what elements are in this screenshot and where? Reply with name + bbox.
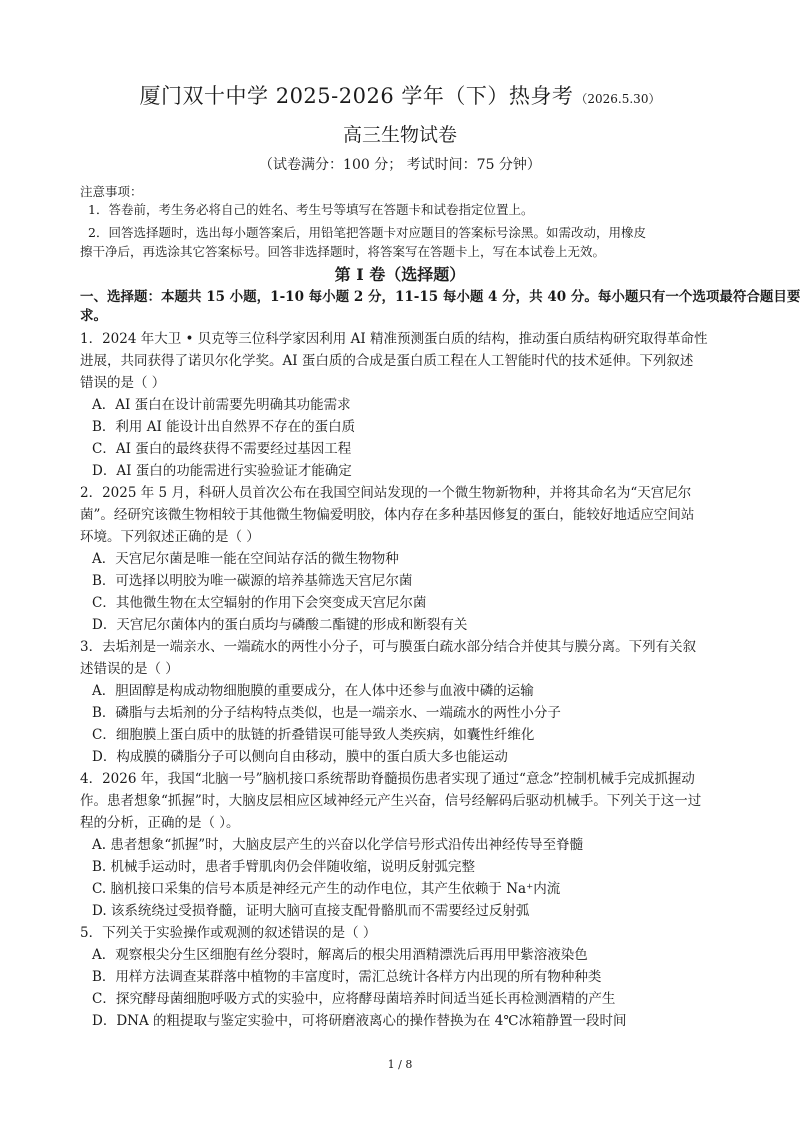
question-4-option-a: A. 患者想象“抓握”时，大脑皮层产生的兴奋以化学信号形式沿传出神经传导至脊髓 [92, 837, 584, 853]
question-3-stem: 述错误的是（ ） [80, 661, 179, 677]
exam-title-row [0, 80, 800, 110]
notice-heading: 注意事项： [80, 184, 143, 199]
question-1-option-d: D．AI 蛋白的功能需进行实验验证才能确定 [92, 463, 352, 479]
question-2-stem: 2．2025 年 5 月，科研人员首次公布在我国空间站发现的一个微生物新物种，并将其命名为“天宫尼尔 [80, 485, 692, 501]
question-4-option-d: D. 该系统绕过受损脊髓，证明大脑可直接支配骨骼肌而不需要经过反射弧 [92, 903, 530, 919]
question-3-option-b: B．磷脂与去垢剂的分子结构特点类似，也是一端亲水、一端疏水的两性小分子 [92, 705, 561, 721]
question-3-option-a: A．胆固醇是构成动物细胞膜的重要成分，在人体中还参与血液中磷的运输 [92, 683, 534, 699]
section-instruction: 一、选择题：本题共 15 小题，1-10 每小题 2 分，11-15 每小题 4 分，共 40 分。每小题只有一个选项最符合题目要 [80, 289, 800, 305]
exam-date: （2026.5.30） [575, 92, 661, 106]
question-3-option-c: C．细胞膜上蛋白质中的肽链的折叠错误可能导致人类疾病，如囊性纤维化 [92, 727, 535, 743]
section-instruction-cont: 求。 [80, 308, 107, 324]
question-1-option-c: C．AI 蛋白的最终获得不需要经过基因工程 [92, 441, 352, 457]
question-5-option-d: D．DNA 的粗提取与鉴定实验中，可将研磨液离心的操作替换为在 4℃冰箱静置一段时间 [92, 1013, 627, 1029]
notice-item-1: 1．答卷前，考生务必将自己的姓名、考生号等填写在答题卡和试卷指定位置上。 [88, 202, 534, 217]
question-4-option-c: C. 脑机接口采集的信号本质是神经元产生的动作电位，其产生依赖于 Na⁺内流 [92, 881, 561, 897]
page-number: 1 / 8 [387, 1058, 413, 1071]
section-title: 第 I 卷（选择题） [334, 265, 466, 284]
question-5-option-c: C．探究酵母菌细胞呼吸方式的实验中，应将酵母菌培养时间适当延长再检测酒精的产生 [92, 991, 616, 1007]
question-1-stem: 1．2024 年大卫 • 贝克等三位科学家因利用 AI 精准预测蛋白质的结构，推动蛋白质结构研究取得革命性 [80, 331, 708, 347]
question-3-option-d: D．构成膜的磷脂分子可以侧向自由移动，膜中的蛋白质大多也能运动 [92, 749, 508, 765]
question-4-stem: 作。患者想象“抓握”时，大脑皮层相应区域神经元产生兴奋，信号经解码后驱动机械手。下列关于这一过 [80, 793, 702, 809]
question-2-stem: 菌”。经研究该微生物相较于其他微生物偏爱明胶，体内存在多种基因修复的蛋白，能较好地适应空间站 [80, 507, 695, 523]
question-1-option-a: A．AI 蛋白在设计前需要先明确其功能需求 [92, 397, 351, 413]
question-2-option-a: A．天宫尼尔菌是唯一能在空间站存活的微生物物种 [92, 551, 399, 567]
exam-subtitle: 高三生物试卷 [342, 124, 457, 146]
question-4-stem: 4．2026 年，我国“北脑一号”脑机接口系统帮助脊髓损伤患者实现了通过“意念”控制机械手完成抓握动 [80, 771, 695, 787]
question-2-option-c: C．其他微生物在太空辐射的作用下会突变成天宫尼尔菌 [92, 595, 427, 611]
question-2-option-d: D．天宫尼尔菌体内的蛋白质均与磷酸二酯键的形成和断裂有关 [92, 617, 468, 633]
question-4-stem: 程的分析，正确的是（ ）。 [80, 815, 240, 831]
question-2-option-b: B．可选择以明胶为唯一碳源的培养基筛选天宫尼尔菌 [92, 573, 413, 589]
notice-item-2: 2．回答选择题时，选出每小题答案后，用铅笔把答题卡对应题目的答案标号涂黑。如需改动，用橡皮 [88, 225, 646, 240]
question-4-option-b: B. 机械手运动时，患者手臂肌肉仍会伴随收缩，说明反射弧完整 [92, 859, 476, 875]
question-5-option-b: B．用样方法调查某群落中植物的丰富度时，需汇总统计各样方内出现的所有物种种类 [92, 969, 602, 985]
question-1-option-b: B．利用 AI 能设计出自然界不存在的蛋白质 [92, 419, 356, 435]
question-1-stem: 错误的是（ ） [80, 375, 166, 391]
exam-info: （试卷满分：100 分； 考试时间：75 分钟） [259, 157, 541, 173]
question-5-option-a: A．观察根尖分生区细胞有丝分裂时，解离后的根尖用酒精漂洗后再用甲紫溶液染色 [92, 947, 588, 963]
question-2-stem: 环境。下列叙述正确的是（ ） [80, 529, 260, 545]
question-3-stem: 3．去垢剂是一端亲水、一端疏水的两性小分子，可与膜蛋白疏水部分结合并使其与膜分离。下列有关叙 [80, 639, 697, 655]
exam-title: 厦门双十中学 2025-2026 学年（下）热身考 [139, 84, 574, 108]
question-1-stem: 进展，共同获得了诺贝尔化学奖。AI 蛋白质的合成是蛋白质工程在人工智能时代的技术延伸。下列叙述 [80, 353, 694, 369]
question-5-stem: 5．下列关于实验操作或观测的叙述错误的是（ ） [80, 925, 377, 941]
notice-item-2-cont: 擦干净后，再选涂其它答案标号。回答非选择题时，将答案写在答题卡上，写在本试卷上无效。 [80, 244, 606, 259]
